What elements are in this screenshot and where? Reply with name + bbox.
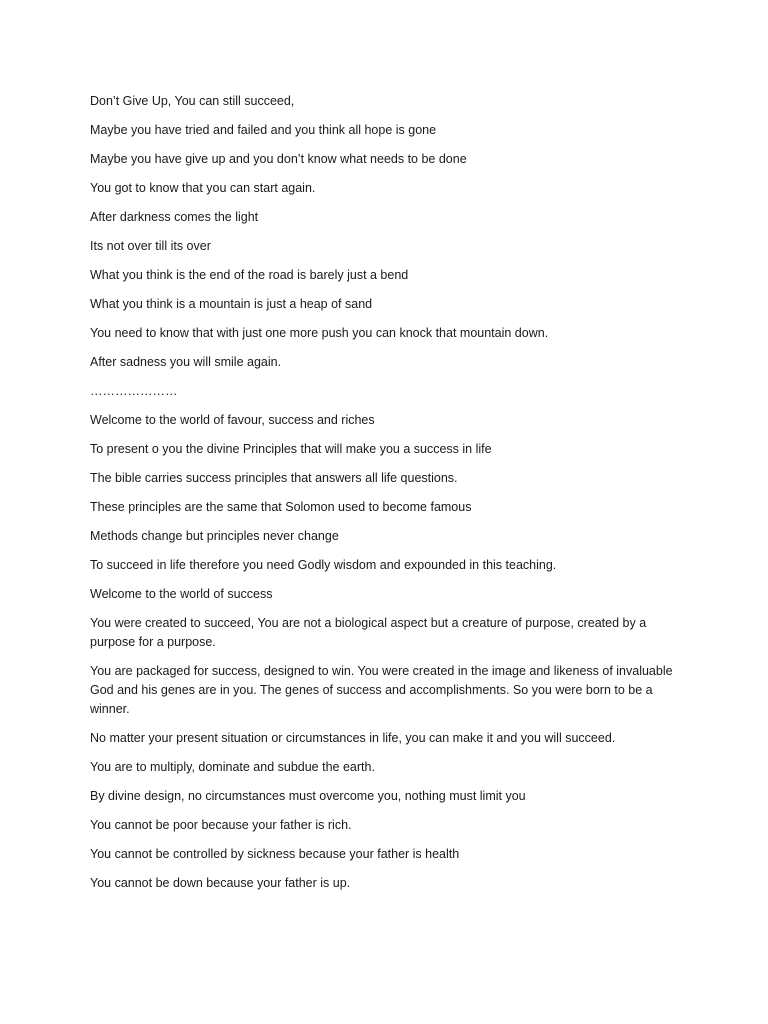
- paragraph-15: These principles are the same that Solomon used to become famous: [90, 500, 472, 514]
- paragraph-8: What you think is a mountain is just a heap of sand: [90, 297, 373, 311]
- paragraph-14: The bible carries success principles that answers all life questions.: [90, 471, 458, 485]
- paragraph-24: You cannot be poor because your father is rich.: [90, 818, 352, 832]
- paragraph-5: After darkness comes the light: [90, 210, 259, 224]
- paragraph-20: You are packaged for success, designed to win. You were created in the image and likeness of invaluable God and his genes are in you. The genes of success and accomplishments. So you were born to be a winner.: [90, 664, 673, 716]
- paragraph-3: Maybe you have give up and you don’t know what needs to be done: [90, 152, 467, 166]
- paragraph-13: To present o you the divine Principles that will make you a success in life: [90, 442, 492, 456]
- paragraph-9: You need to know that with just one more push you can knock that mountain down.: [90, 326, 549, 340]
- paragraph-10: After sadness you will smile again.: [90, 355, 282, 369]
- paragraph-7: What you think is the end of the road is barely just a bend: [90, 268, 409, 282]
- section-divider: …………………: [90, 384, 178, 398]
- document-body: [90, 92, 690, 903]
- paragraph-2: Maybe you have tried and failed and you think all hope is gone: [90, 123, 437, 137]
- paragraph-23: By divine design, no circumstances must overcome you, nothing must limit you: [90, 789, 526, 803]
- paragraph-25: You cannot be controlled by sickness because your father is health: [90, 847, 460, 861]
- paragraph-22: You are to multiply, dominate and subdue the earth.: [90, 760, 375, 774]
- paragraph-26: You cannot be down because your father is up.: [90, 876, 351, 890]
- paragraph-18: Welcome to the world of success: [90, 587, 273, 601]
- paragraph-19: You were created to succeed, You are not a biological aspect but a creature of purpose, created by a purpose for a purpose.: [90, 616, 647, 649]
- paragraph-6: Its not over till its over: [90, 239, 211, 253]
- paragraph-16: Methods change but principles never change: [90, 529, 339, 543]
- paragraph-12: Welcome to the world of favour, success and riches: [90, 413, 375, 427]
- paragraph-4: You got to know that you can start again.: [90, 181, 316, 195]
- paragraph-1: Don’t Give Up, You can still succeed,: [90, 94, 295, 108]
- paragraph-21: No matter your present situation or circumstances in life, you can make it and you will succeed.: [90, 731, 616, 745]
- paragraph-17: To succeed in life therefore you need Godly wisdom and expounded in this teaching.: [90, 558, 557, 572]
